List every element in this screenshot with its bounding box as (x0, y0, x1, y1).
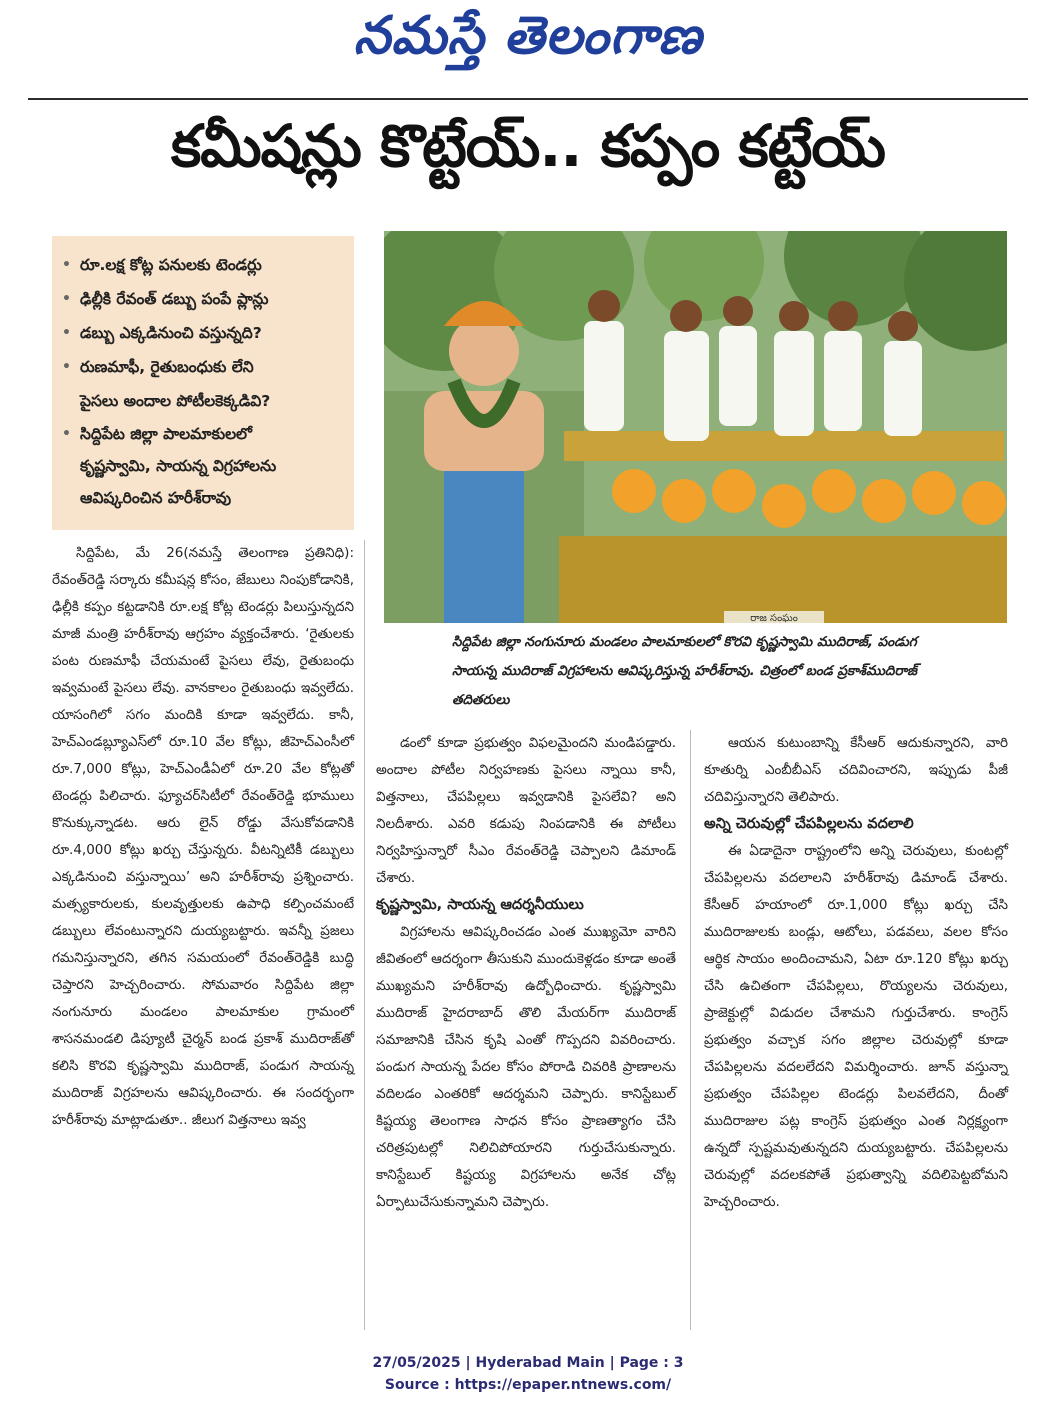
article-subhead: కృష్ణస్వామి, సాయన్న ఆదర్శనీయులు (376, 897, 584, 913)
footer-edition-info: 27/05/2025 | Hyderabad Main | Page : 3 (372, 1355, 684, 1371)
article-column-3 (704, 730, 1008, 1216)
highlight-item: • సిద్దిపేట జిల్లా పాలమాకులలో కృష్ణస్వామి, సాయన్న విగ్రహాలను ఆవిష్కరించిన హరీశ్‌రావు (62, 425, 277, 507)
highlight-item: • డబ్బు ఎక్కడినుంచి వస్తున్నది? (62, 324, 262, 342)
highlight-item: • ఢిల్లీకి రేవంత్‌ డబ్బు పంపే ప్లాన్లు (62, 290, 269, 308)
article-column-2 (376, 730, 676, 1216)
page-footer (0, 1352, 1056, 1396)
article-paragraph: ఆయన కుటుంబాన్ని కేసీఆర్‌ ఆదుకున్నారని, వారి కూతుర్ని ఎంబీబీఎస్‌ చదివించారని, ఇప్పుడు పీజీ చదివిస్తున్నారని తెలిపారు. (704, 735, 1008, 805)
article-paragraph: విగ్రహాలను ఆవిష్కరించడం ఎంత ముఖ్యమో వారిని జీవితంలో ఆదర్శంగా తీసుకుని ముందుకెళ్లడం కూడా అంతే ముఖ్యమని హరీశ్‌రావు ఉద్బోధించారు. కృష్ణస్వామి ముదిరాజ్‌ హైదరాబాద్‌ తొలి మేయర్‌గా ముదిరాజ్‌ సమాజానికి చేసిన కృషి ఎంతో గొప్పదని వివరించారు. పండుగ సాయన్న పేదల కోసం పోరాడి చివరికి ప్రాణాలను వదిలడం ఎంతరికో ఆదర్శమని చెప్పారు. కానిస్టేబుల్‌ కిష్టయ్య తెలంగాణ సాధన కోసం ప్రాణత్యాగం చేసి చరిత్రపుటల్లో నిలిచిపోయారని గుర్తుచేసుకున్నారు. కానిస్టేబుల్‌ కిష్టయ్య విగ్రహాలను అనేక చోట్ల ఏర్పాటుచేసుకున్నామని చెప్పారు. (376, 924, 676, 1210)
masthead-rule (28, 98, 1028, 100)
photo-caption: సిద్దిపేట జిల్లా నంగునూరు మండలం పాలమాకులలో కొరవి కృష్ణస్వామి ముదిరాజ్‌, పండుగ సాయన్న ముదిరాజ్‌ విగ్రహాలను ఆవిష్కరిస్తున్న హరీశ్‌రావు. చిత్రంలో బండ ప్రకాశ్‌ముదిరాజ్‌ తదితరులు (452, 634, 917, 708)
statue-unveiling-illustration (384, 231, 1007, 623)
article-paragraph: డంలో కూడా ప్రభుత్వం విఫలమైందని మండిపడ్డారు. అందాల పోటీల నిర్వహణకు పైసలు న్నాయి కానీ, విత్తనాలు, చేపపిల్లలు ఇవ్వడానికి పైసలేవి? అని నిలదీశారు. ఎవరి కడుపు నింపడానికి ఈ పోటీలు నిర్వహిస్తున్నారో సీఎం రేవంత్‌రెడ్డి చెప్పాలని డిమాండ్‌ చేశారు. (376, 735, 676, 886)
headline: కమీషన్లు కొట్టేయ్‌.. కప్పం కట్టేయ్‌ (171, 112, 885, 180)
article-subhead: అన్ని చెరువుల్లో చేపపిల్లలను వదలాలి (704, 816, 914, 832)
article-paragraph: ఈ ఏడాదైనా రాష్ట్రంలోని అన్ని చెరువులు, కుంటల్లో చేపపిల్లలను వదలాలని హరీశ్‌రావు డిమాండ్‌ చేశారు. కేసీఆర్‌ హయాంలో రూ.1,000 కోట్లు ఖర్చు చేసి ముదిరాజులకు బండ్లు, ఆటోలు, పడవలు, వలల కోసం ఆర్థిక సాయం అందించామని, ఏటా రూ.120 కోట్లు ఖర్చు చేసి ఉచితంగా చేపపిల్లలు, రొయ్యలను చెరువులు, ప్రాజెక్టుల్లో విడుదల చేశామని గుర్తుచేశారు. కాంగ్రెస్‌ ప్రభుత్వం వచ్చాక సగం జిల్లాల చెరువుల్లో కూడా చేపపిల్లలను వదలలేదని విమర్శించారు. జూన్‌ వస్తున్నా ప్రభుత్వం చేపపిల్లల టెండర్లు పిలవలేదని, దీంతో ముదిరాజుల పట్ల కాంగ్రెస్‌ ప్రభుత్వం ఎంత నిర్లక్ష్యంగా ఉన్నదో స్పష్టమవుతున్నదని దుయ్యబట్టారు. చేపపిల్లలను చెరువుల్లో వదలకపోతే ప్రభుత్వాన్ని వదిలిపెట్టబోమని హెచ్చరించారు. (704, 843, 1008, 1210)
column-divider (690, 730, 691, 1330)
footer-source-link[interactable]: Source : https://epaper.ntnews.com/ (384, 1377, 672, 1393)
article-paragraph: సిద్దిపేట, మే 26(నమస్తే తెలంగాణ ప్రతినిధి): రేవంత్‌రెడ్డి సర్కారు కమీషన్ల కోసం, జేబులు నింపుకోడానికి, ఢిల్లీకి కప్పం కట్టడానికి రూ.లక్ష కోట్ల టెండర్లు పిలుస్తున్నదని మాజీ మంత్రి హరీశ్‌రావు ఆగ్రహం వ్యక్తంచేశారు. ‘రైతులకు పంట రుణమాఫీ చేయమంటే పైసలు లేవు, రైతుబంధు ఇవ్వమంటే పైసలు లేవు. వానకాలం రైతుబంధు ఇవ్వలేదు. యాసంగిలో సగం మందికి కూడా ఇవ్వలేదు. కానీ, హెచ్‌ఎండబ్ల్యూఎస్‌లో రూ.10 వేల కోట్లు, జీహెచ్‌ఎంసీలో రూ.7,000 కోట్లు, హెచ్‌ఎండీఏలో రూ.20 వేల కోట్లతో టెండర్లు పిలిచారు. ఫ్యూచర్‌సిటీలో రేవంత్‌రెడ్డి భూములు కొనుక్కున్నాడట. ఆరు లైన్‌ రోడ్డు వేసుకోవడానికి రూ.4,000 కోట్లు ఖర్చు చేస్తున్నరు. వీటన్నిటికీ డబ్బులు ఎక్కడినుంచి వస్తున్నాయి’ అని హరీశ్‌రావు ప్రశ్నించారు. మత్స్యకారులకు, కులవృత్తులకు ఉపాధి కల్పించమంటే డబ్బులు లేవంటున్నారని దుయ్యబట్టారు. ఇవన్నీ ప్రజలు గమనిస్తున్నారని, తగిన సమయంలో రేవంత్‌రెడ్డికి బుద్ధి చెప్తారని హెచ్చరించారు. సోమవారం సిద్దిపేట జిల్లా నంగునూరు మండలం పాలమాకుల గ్రామంలో శాసనమండలి డిప్యూటీ చైర్మన్‌ బండ ప్రకాశ్‌ ముదిరాజ్‌తో కలిసి కొరవి కృష్ణస్వామి ముదిరాజ్‌, పండుగ సాయన్న ముదిరాజ్‌ విగ్రహలను ఆవిష్కరించారు. ఈ సందర్భంగా హరీశ్‌రావు మాట్లాడుతూ.. జీలుగ విత్తనాలు ఇవ్వ (52, 545, 354, 1128)
masthead-title: నమస్తే తెలంగాణ (353, 6, 703, 66)
column-divider (364, 540, 365, 1330)
banner-text: రాజ సంఘం (750, 613, 798, 623)
highlight-item: • రూ.లక్ష కోట్ల పనులకు టెండర్లు (62, 256, 262, 274)
highlights-box (52, 236, 354, 530)
highlight-item: • రుణమాఫీ, రైతుబంధుకు లేని పైసలు అందాల పోటీలకెక్కడివి? (62, 358, 271, 410)
news-photo (384, 231, 1007, 623)
article-column-1 (52, 540, 354, 1134)
